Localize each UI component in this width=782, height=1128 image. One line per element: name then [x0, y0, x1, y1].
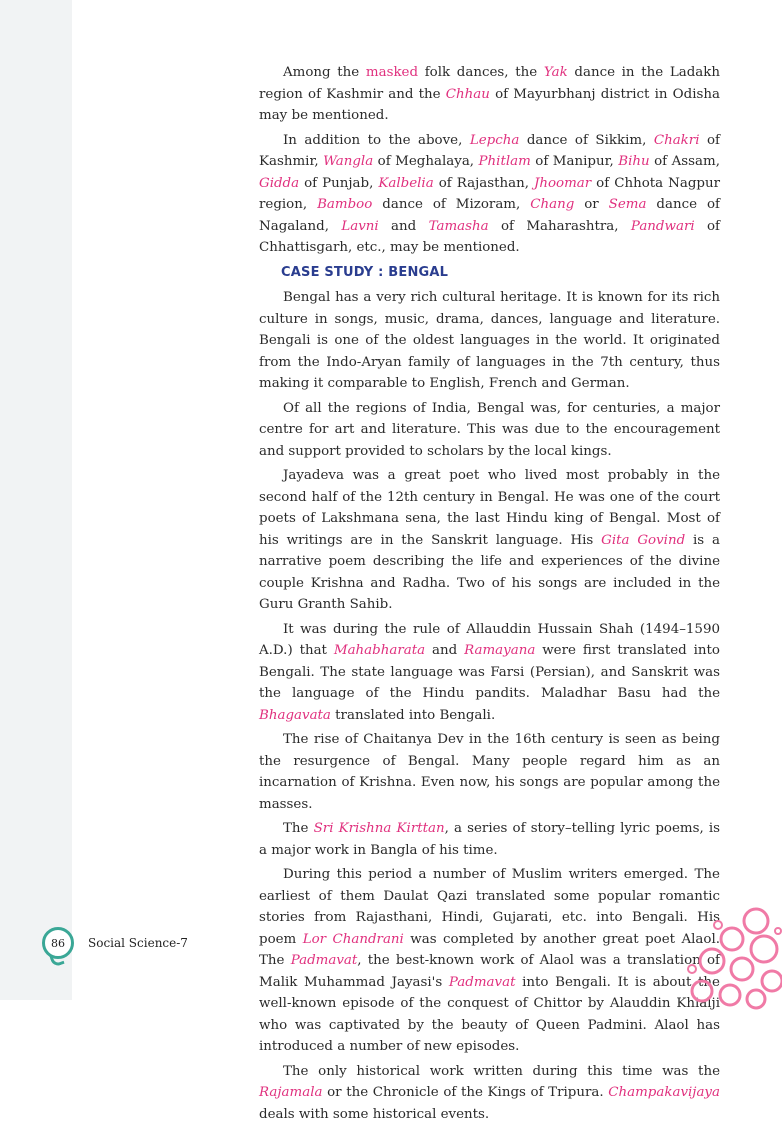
text-run: It was during the rule of Allauddin Hussain Shah (1494–1590 A.D.) that	[259, 621, 720, 658]
highlighted-term: Bihu	[618, 154, 650, 169]
text-run: of Kashmir,	[259, 132, 720, 169]
paragraph	[259, 287, 720, 395]
left-margin-strip	[0, 0, 72, 1000]
page-content	[259, 62, 720, 1128]
highlighted-term: Sema	[608, 197, 647, 212]
highlighted-term: Sri Krishna Kirttan	[313, 821, 445, 836]
highlighted-term: Chhau	[445, 86, 490, 102]
highlighted-term: Chakri	[653, 132, 700, 148]
text-run: and	[425, 643, 465, 658]
text-run: The only historical work written during this time was the	[283, 1063, 720, 1079]
text-run: The rise of Chaitanya Dev in the 16th century is seen as being the resurgence of Bengal. Many people regard him as an incarnation of Krishna. Even now, his songs are popular among the masses.	[259, 732, 720, 812]
page-number: 86	[51, 936, 65, 950]
paragraph	[259, 1061, 720, 1126]
paragraph	[259, 619, 720, 727]
highlighted-term: Yak	[543, 65, 568, 80]
case-study-section	[259, 287, 720, 1125]
highlighted-term: Champakavijaya	[608, 1085, 720, 1100]
text-run: or the Chronicle of the Kings of Tripura.	[322, 1085, 609, 1100]
highlighted-term: Padmavat	[290, 953, 358, 968]
highlighted-term: Rajamala	[259, 1085, 323, 1100]
highlighted-term: Gita Govind	[601, 532, 686, 548]
paragraph	[259, 864, 720, 1058]
highlighted-term: Bamboo	[317, 197, 373, 212]
text-run: In addition to the above,	[283, 132, 470, 148]
text-run: folk dances, the	[418, 65, 544, 80]
text-run: of Chhota Nagpur region,	[259, 175, 720, 212]
page-footer	[42, 927, 188, 959]
text-run: of Manipur,	[530, 154, 619, 169]
highlighted-term: Lavni	[341, 218, 379, 234]
highlighted-term: Lepcha	[469, 132, 520, 148]
text-run: of Rajasthan,	[433, 175, 534, 191]
text-run: During this period a number of Muslim writers emerged. The earliest of them Daulat Qazi translated some popular romantic stories from Rajasthani, Hindi, Gujarati, etc. into Bengali. His poem	[259, 867, 720, 947]
highlighted-term: Kalbelia	[378, 175, 434, 191]
case-study-heading: CASE STUDY : BENGAL	[281, 264, 449, 280]
text-run: dance of Sikkim,	[519, 132, 654, 148]
paragraph	[259, 729, 720, 815]
text-run: Bengal has a very rich cultural heritage. It is known for its rich culture in songs, music, drama, dances, language and literature. Bengali is one of the oldest languages in the world. It originated from the Indo-Aryan family of languages in the 7th century, thus making it comparable to English, French and German.	[259, 290, 720, 391]
text-run: of Chhattisgarh, etc., may be mentioned.	[259, 218, 720, 255]
text-run: dance in the Ladakh region of Kashmir and the	[259, 65, 720, 102]
paragraph	[259, 130, 720, 259]
text-run: of Mayurbhanj district in Odisha may be mentioned.	[259, 86, 720, 123]
text-run: of Assam,	[649, 154, 720, 169]
text-run: dance of Nagaland,	[259, 197, 720, 234]
highlighted-term: Lor Chandrani	[302, 931, 404, 947]
page-number-badge	[42, 927, 74, 959]
text-run: Of all the regions of India, Bengal was, for centuries, a major centre for art and literature. This was due to the encouragement and support provided to scholars by the local kings.	[259, 400, 720, 459]
text-run: , the best-known work of Alaol was a translation of Malik Muhammad Jayasi's	[259, 953, 720, 990]
highlighted-term: Padmavat	[448, 974, 516, 990]
highlighted-term: Mahabharata	[333, 643, 426, 658]
text-run: dance of Mizoram,	[372, 197, 531, 212]
highlighted-term: masked	[365, 65, 419, 80]
paragraph	[259, 398, 720, 463]
text-run: or	[574, 197, 609, 212]
highlighted-term: Jhoomar	[533, 175, 592, 191]
text-run: The	[283, 821, 314, 836]
paragraph	[259, 818, 720, 861]
text-run: were first translated into Bengali. The state language was Farsi (Persian), and Sanskrit was the language of the Hindu pandits. Maladhar Basu had the	[259, 643, 720, 701]
text-run: of Punjab,	[299, 175, 379, 191]
highlighted-term: Wangla	[323, 154, 374, 169]
text-run: into Bengali. It is about the well-known episode of the conquest of Chittor by Alauddin Khialji who was captivated by the beauty of Queen Padmini. Alaol has introduced a number of new episodes.	[259, 974, 720, 1054]
text-run: of Meghalaya,	[373, 154, 479, 169]
text-run: of Maharashtra,	[488, 218, 631, 234]
paragraph	[259, 62, 720, 127]
text-run: was completed by another great poet Alaol. The	[259, 931, 721, 968]
text-run: Among the	[283, 65, 366, 80]
highlighted-term: Ramayana	[464, 643, 536, 658]
highlighted-term: Pandwari	[630, 218, 695, 234]
text-run: and	[378, 218, 429, 234]
highlighted-term: Phitlam	[478, 154, 531, 169]
text-run: , a series of story–telling lyric poems, is a major work in Bangla of his time.	[259, 821, 720, 858]
text-run: Jayadeva was a great poet who lived most probably in the second half of the 12th century in Bengal. He was one of the court poets of Lakshmana sena, the last Hindu king of Bengal. Most of his writings are in the Sanskrit language. His	[259, 468, 720, 548]
text-run: is a narrative poem describing the life and experiences of the divine couple Krishna and Radha. Two of his songs are included in the Guru Granth Sahib.	[259, 532, 721, 612]
highlighted-term: Tamasha	[428, 218, 489, 234]
highlighted-term: Gidda	[259, 175, 300, 191]
circles-decoration-icon	[672, 905, 782, 1000]
book-title: Social Science-7	[88, 936, 188, 950]
highlighted-term: Bhagavata	[259, 707, 331, 723]
highlighted-term: Chang	[530, 197, 575, 212]
intro-section	[259, 62, 720, 259]
text-run: translated into Bengali.	[330, 707, 496, 723]
text-run: deals with some historical events.	[259, 1106, 490, 1122]
paragraph	[259, 465, 720, 616]
